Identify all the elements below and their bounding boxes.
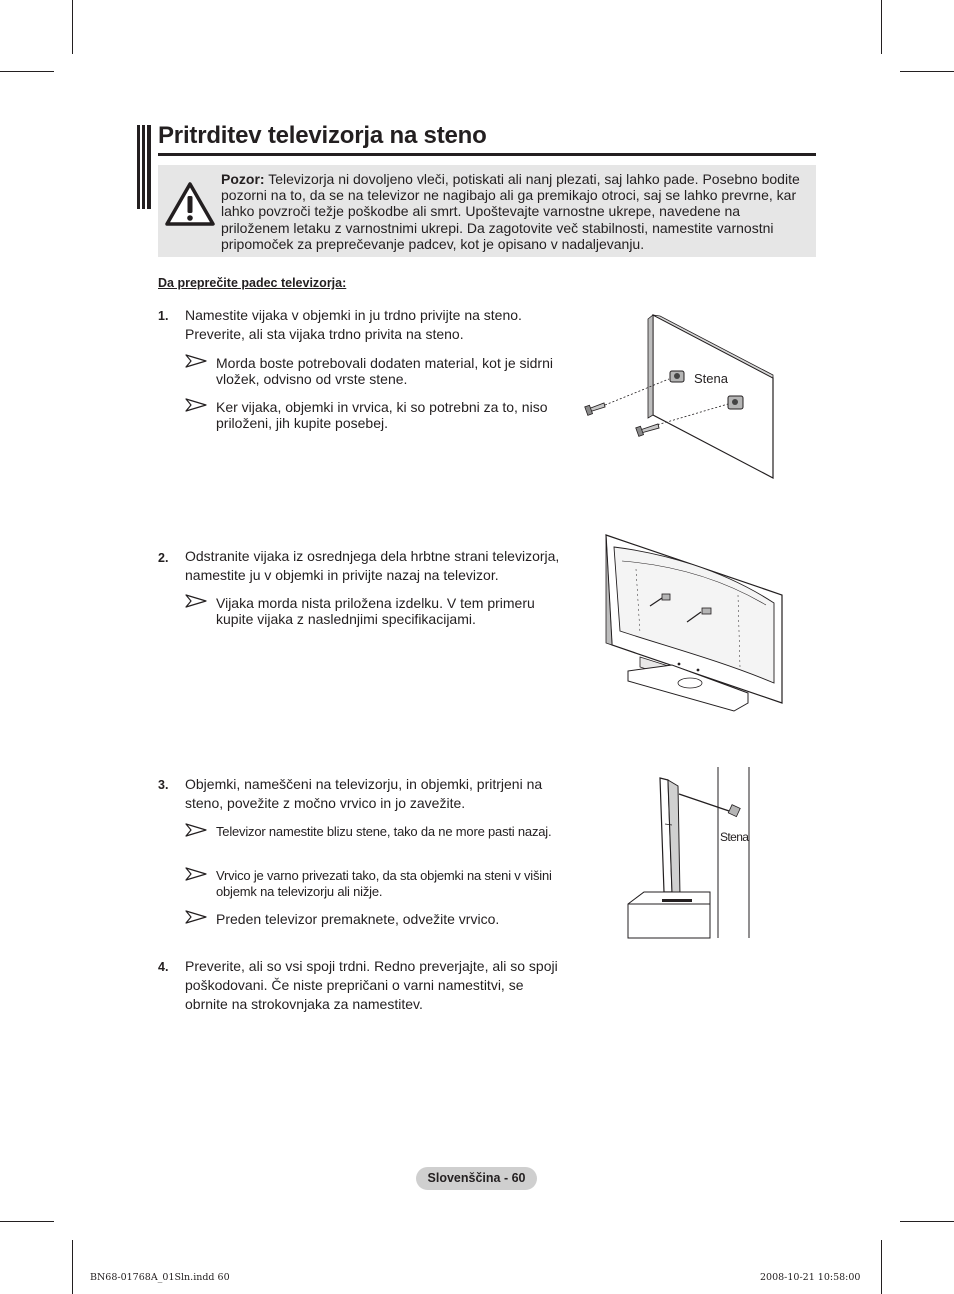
note-arrow-icon [185,594,207,608]
step-text: Odstranite vijaka iz osrednjega dela hrbtne strani televizorja, namestite ju v objemki in privijte nazaj na televizor. [185,548,560,583]
title-underline [158,153,816,156]
page-title: Pritrditev televizorja na steno [158,122,487,149]
step-number: 2. [158,551,169,565]
step-text: Namestite vijaka v objemki in ju trdno privijte na steno. Preverite, ali sta vijaka trdno privita na steno. [185,307,522,342]
note-text: Vrvico je varno privezati tako, da sta objemki na steni v višini objemk na televizorju ali nižje. [216,868,552,899]
wall-bracket-illustration [580,310,780,482]
wall-label: Stena [694,371,728,386]
step-number: 4. [158,960,169,974]
crop-mark [881,1240,882,1294]
crop-mark [900,71,954,72]
crop-mark [72,0,73,54]
tv-side-view-illustration [624,764,754,940]
side-wall-label: Stena [720,830,749,844]
crop-mark [0,71,54,72]
timestamp-imprint: 2008-10-21 10:58:00 [760,1272,861,1283]
wall-bracket-icon [728,396,743,409]
step-number: 1. [158,309,169,323]
warning-body: Televizorja ni dovoljeno vleči, potiskati ali nanj plezati, saj lahko pade. Posebno bodite pozorni na to, da se na televizor ne nagibajo ali ga premikajo otroci, saj se lahko prevrne, kar lahko povzroči težje poškodbe ali smrt. Upoštevajte varnostne ukrepe, navedene na priloženem letaku z varnostnimi ukrepi. Da zagotovite več stabilnosti, namestite varnostni pripomoček za preprečevanje padcev, kot je opisano v nadaljevanju. [221,171,800,252]
crop-mark [0,1221,54,1222]
note-arrow-icon [185,398,207,412]
section-subheading: Da preprečite padec televizorja: [158,276,347,290]
crop-mark [881,0,882,54]
tv-back-illustration [602,533,788,715]
title-decoration-bars [137,125,151,209]
note-arrow-icon [185,867,207,881]
step-text: Preverite, ali so vsi spoji trdni. Redno preverjajte, ali so spoji poškodovani. Če niste prepričani o varni namestitvi, se obrnite na strokovnjaka za namestitev. [185,958,558,1012]
screw-icon [636,424,659,436]
crop-mark [72,1240,73,1294]
note-text: Ker vijaka, objemki in vrvica, ki so potrebni za to, niso priloženi, jih kupite posebej. [216,399,548,431]
note-text: Vijaka morda nista priložena izdelku. V tem primeru kupite vijaka z naslednjimi specifikacijami. [216,595,535,627]
note-arrow-icon [185,823,207,837]
file-imprint: BN68-01768A_01Sln.indd 60 [90,1272,230,1283]
note-text: Morda boste potrebovali dodaten material, kot je sidrni vložek, odvisno od vrste stene. [216,355,553,387]
note-text: Televizor namestite blizu stene, tako da ne more pasti nazaj. [216,824,552,839]
screw-icon [585,403,605,415]
step-number: 3. [158,778,169,792]
page-number-badge: Slovenščina - 60 [416,1167,537,1190]
note-arrow-icon [185,910,207,924]
warning-triangle-icon [164,181,216,227]
step-text: Objemki, nameščeni na televizorju, in objemki, pritrjeni na steno, povežite z močno vrvico in jo zavežite. [185,776,543,811]
warning-text [221,171,811,252]
note-arrow-icon [185,354,207,368]
warning-label: Pozor: [221,171,265,187]
crop-mark [900,1221,954,1222]
wall-bracket-icon [670,371,684,382]
note-text: Preden televizor premaknete, odvežite vrvico. [216,911,500,927]
wall-bracket-icon [728,805,740,817]
